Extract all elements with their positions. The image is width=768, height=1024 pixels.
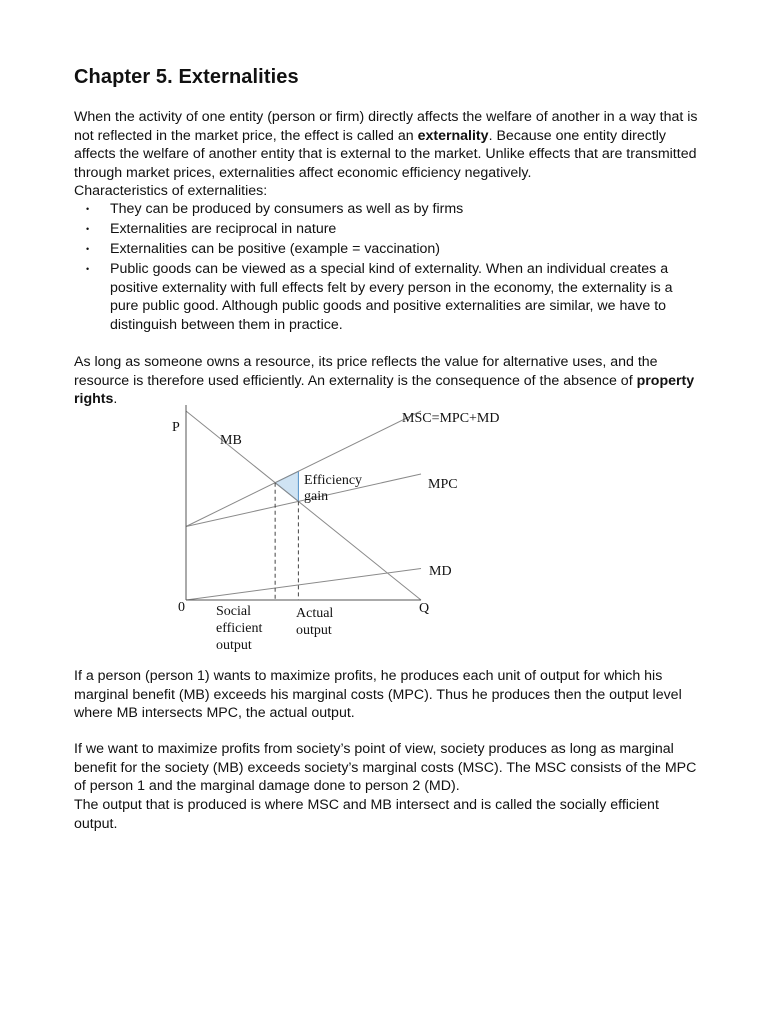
list-item-text: They can be produced by consumers as well as by firms: [110, 201, 464, 217]
y-axis-label: P: [172, 420, 180, 435]
intro-text-2: . Because one entity directly affects the welfare of another entity that is external to the market. Unlike effects that are transmitted through market prices, externalities affect economic efficiency negatively.: [74, 127, 697, 181]
property-rights-paragraph: [74, 353, 702, 409]
externality-chart: [160, 402, 540, 662]
list-item: [74, 260, 702, 334]
efficiency-gain-area: [275, 471, 298, 501]
page-title: Chapter 5. Externalities: [74, 66, 299, 88]
efficiency-gain-label-1: Efficiency: [304, 473, 363, 488]
efficiency-gain-label-2: gain: [304, 489, 329, 504]
series-label-mpc: MPC: [428, 477, 458, 492]
series-label-mb: MB: [220, 433, 242, 448]
social-output-label-2: efficient: [216, 621, 263, 636]
actual-output-label-2: output: [296, 623, 332, 638]
series-line-md: [186, 569, 421, 601]
x-axis-label: Q: [419, 601, 430, 616]
society-paragraph: If we want to maximize profits from society’s point of view, society produces as long as marginal benefit for the society (MB) exceeds society’s marginal costs (MSC). The MSC consists of the MPC of person 1 and the marginal damage done to person 2 (MD).: [74, 741, 697, 795]
bullet-icon: •: [86, 264, 90, 275]
person1-paragraph: If a person (person 1) wants to maximize profits, he produces each unit of output for which his marginal benefit (MB) exceeds his marginal costs (MPC). Thus he produces then the output level where MB intersects MPC, the actual output.: [74, 668, 682, 722]
list-item-text: Externalities can be positive (example = vaccination): [110, 241, 441, 258]
characteristics-list: [74, 200, 702, 336]
social-output-label-1: Social: [216, 604, 251, 619]
bullet-icon: •: [86, 204, 90, 214]
bullet-icon: •: [86, 224, 90, 235]
list-item: [74, 200, 702, 219]
origin-label: 0: [178, 600, 185, 615]
series-label-msc: MSC=MPC+MD: [402, 411, 500, 426]
list-item: [74, 220, 702, 239]
social-output-label-3: output: [216, 638, 252, 653]
characteristics-heading: Characteristics of externalities:: [74, 183, 268, 200]
property-text-1: As long as someone owns a resource, its price reflects the value for alternative uses, and the resource is therefore used efficiently. An externality is the consequence of the absence of: [74, 354, 658, 389]
socially-efficient-output-paragraph: The output that is produced is where MSC and MB intersect and is called the socially efficient output.: [74, 797, 659, 832]
series-line-msc: [186, 411, 421, 527]
term-externality: externality: [417, 127, 489, 144]
bullet-icon: •: [86, 244, 90, 255]
list-item: [74, 240, 702, 259]
series-label-md: MD: [429, 564, 452, 579]
intro-text-1: When the activity of one entity (person or firm) directly affects the welfare of another in a way that is not reflected in the market price, the effect is called an: [74, 109, 698, 144]
term-property-rights: property rights: [74, 372, 695, 408]
intro-paragraph: [74, 108, 702, 201]
list-item-text: Externalities are reciprocal in nature: [110, 221, 337, 238]
list-item-text: Public goods can be viewed as a special kind of externality. When an individual creates a positive externality with full effects felt by every person in the economy, the externality is a pure public good. Although public goods and positive externalities are similar, we have to distinguish between them in practice.: [110, 261, 673, 334]
property-text-2: .: [113, 391, 118, 408]
actual-output-label-1: Actual: [296, 606, 334, 621]
